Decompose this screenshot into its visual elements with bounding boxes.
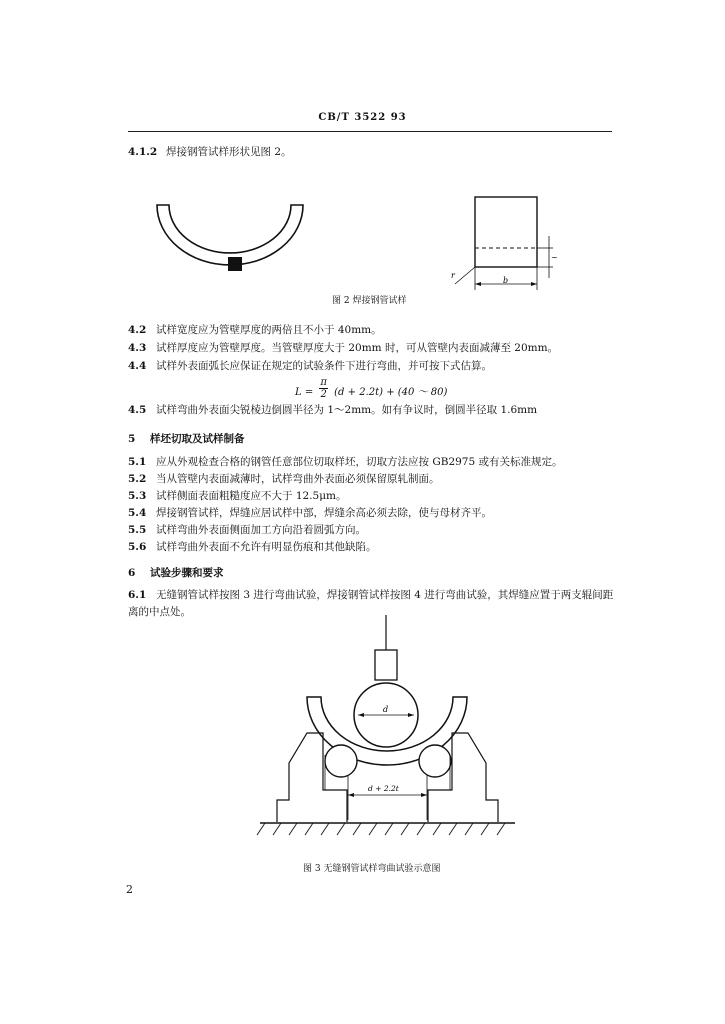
section-number: 6 <box>128 567 136 579</box>
figure2-section-view <box>445 192 565 292</box>
figure3-bend-test-diagram <box>255 615 520 855</box>
clause-number: 5.2 <box>128 473 147 485</box>
ground-hatching <box>257 823 505 835</box>
figure2-caption: 图 2 焊接钢管试样 <box>332 296 407 306</box>
formula-fraction <box>319 377 328 400</box>
page-header: CB/T 3522 93 <box>318 112 407 123</box>
clause-text: 无缝钢管试样按图 3 进行弯曲试验，焊接钢管试样按图 4 进行弯曲试验，其焊缝应置于两支辊间距 <box>156 589 614 601</box>
page-number: 2 <box>126 883 133 896</box>
clause-4-4 <box>128 359 492 374</box>
dim-t-label: ~ <box>551 253 558 262</box>
clause-6-1-continuation: 离的中点处。 <box>128 606 191 618</box>
figure3-caption: 图 3 无缝钢管试样弯曲试验示意图 <box>303 864 441 874</box>
clause-5-4 <box>128 506 492 521</box>
clause-5-1 <box>128 455 563 470</box>
clause-text: 试样弯曲外表面不允许有明显伤痕和其他缺陷。 <box>156 541 377 553</box>
formula-fraction-num: π <box>320 377 327 388</box>
clause-number: 4.1.2 <box>128 146 158 158</box>
dim-b-label: b <box>503 276 509 285</box>
clause-number: 5.3 <box>128 490 147 502</box>
clause-number: 4.2 <box>128 324 147 336</box>
figure2-arc-specimen <box>150 195 310 275</box>
clause-number: 5.5 <box>128 524 147 536</box>
clause-text: 试样外表面弧长应保证在规定的试验条件下进行弯曲，并可按下式估算。 <box>156 360 492 372</box>
clause-5-3 <box>128 489 347 504</box>
clause-text: 焊接钢管试样，焊缝应居试样中部，焊缝余高必须去除，使与母材齐平。 <box>156 507 492 519</box>
formula-lhs: L = <box>295 387 314 398</box>
clause-text: 当从管壁内表面减薄时，试样弯曲外表面必须保留原轧制面。 <box>156 473 440 485</box>
dim-r-label: r <box>451 271 455 280</box>
clause-number: 4.3 <box>128 342 147 354</box>
section-title: 试验步骤和要求 <box>150 567 224 579</box>
clause-number: 6.1 <box>128 589 147 601</box>
clause-6-1 <box>128 588 613 603</box>
span-label: d + 2.2t <box>368 784 399 793</box>
formula-rhs: (d + 2.2t) + (40 ～ 80) <box>334 387 448 398</box>
clause-text: 试样宽度应为管壁厚度的两倍且不小于 40mm。 <box>156 324 382 336</box>
clause-number: 5.1 <box>128 456 147 468</box>
weld-seam-mark <box>228 257 242 271</box>
formula-arc-length <box>295 377 447 403</box>
mandrel-d-label: d <box>383 705 389 714</box>
clause-4-1-2 <box>128 145 292 160</box>
clause-number: 5.4 <box>128 507 147 519</box>
clause-text: 试样厚度应为管壁厚度。当管壁厚度大于 20mm 时，可从管壁内表面减薄至 20mm。 <box>156 342 559 354</box>
section-6-heading <box>128 565 224 580</box>
clause-4-5 <box>128 403 537 418</box>
clause-text: 应从外观检查合格的钢管任意部位切取样坯，切取方法应按 GB2975 或有关标准规定。 <box>156 456 563 468</box>
clause-text: 焊接钢管试样形状见图 2。 <box>166 146 292 158</box>
formula-fraction-den: 2 <box>320 389 327 400</box>
clause-4-2 <box>128 323 382 338</box>
clause-text: 试样侧面表面粗糙度应不大于 12.5μm。 <box>156 490 347 502</box>
section-number: 5 <box>128 433 136 445</box>
clause-5-5 <box>128 523 366 538</box>
clause-5-2 <box>128 472 440 487</box>
section-5-heading <box>128 431 245 446</box>
clause-number: 4.4 <box>128 360 147 372</box>
clause-text: 试样弯曲外表面侧面加工方向沿着圆弧方向。 <box>156 524 366 536</box>
clause-text: 试样弯曲外表面尖锐棱边倒圆半径为 1～2mm。如有争议时，倒圆半径取 1.6mm <box>156 404 538 416</box>
section-title: 样坯切取及试样制备 <box>150 433 245 445</box>
clause-number: 5.6 <box>128 541 147 553</box>
clause-4-3 <box>128 341 558 356</box>
clause-5-6 <box>128 540 377 555</box>
clause-number: 4.5 <box>128 404 147 416</box>
header-rule <box>128 131 612 132</box>
